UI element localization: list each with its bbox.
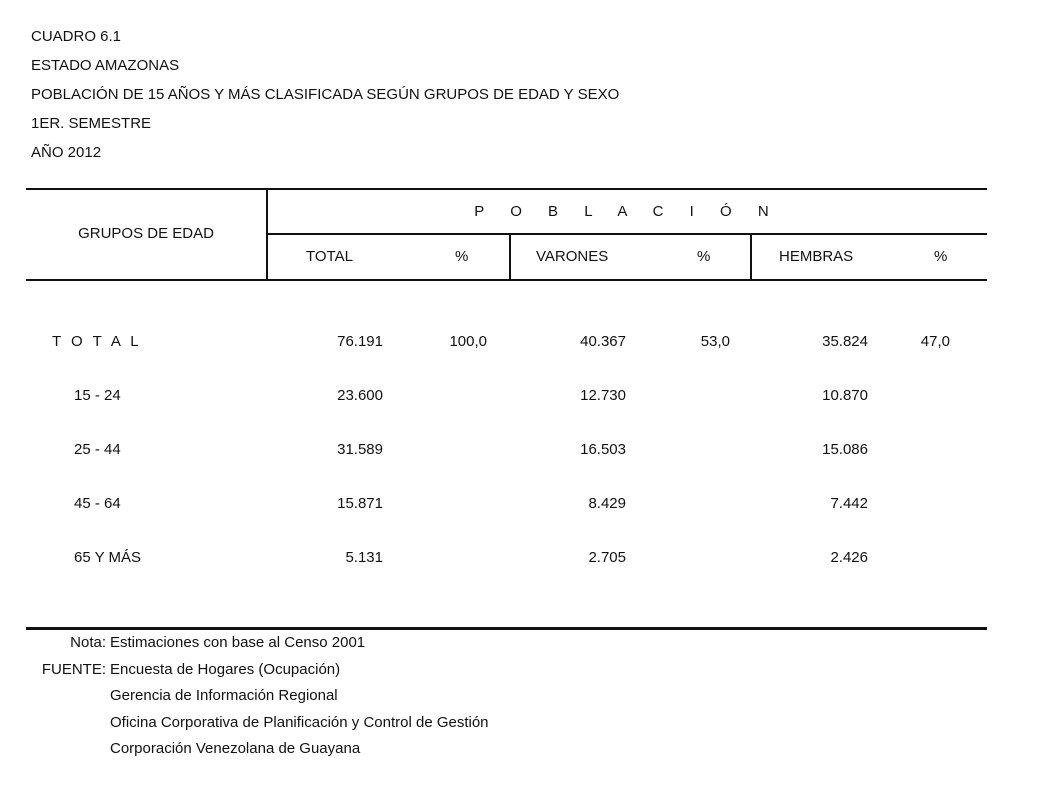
row-label-total: T O T A L: [52, 333, 142, 350]
cell-hembras-pct: 47,0: [920, 333, 950, 350]
fuente-line: Corporación Venezolana de Guayana: [110, 740, 361, 757]
cell-hembras: 35.824: [822, 333, 868, 350]
group-header-rule: [267, 233, 987, 235]
table-title: POBLACIÓN DE 15 AÑOS Y MÁS CLASIFICADA SEGÚN GRUPOS DE EDAD Y SEXO: [31, 86, 620, 103]
varones-hembras-divider: [750, 233, 752, 281]
fuente-line: Oficina Corporativa de Planificación y Control de Gestión: [110, 713, 489, 731]
column-header-rule: [26, 279, 987, 281]
cell-hembras: 2.426: [830, 549, 868, 566]
row-label: 65 Y MÁS: [74, 549, 141, 566]
row-label: 15 - 24: [74, 387, 121, 404]
row-label: 25 - 44: [74, 441, 121, 458]
state-name: ESTADO AMAZONAS: [31, 57, 180, 74]
col-header-varones: VARONES: [536, 248, 609, 265]
title-block: [31, 22, 619, 167]
cell-varones-pct: 53,0: [700, 333, 730, 350]
cell-total: 23.600: [337, 387, 383, 404]
year: AÑO 2012: [31, 144, 102, 161]
cell-total-pct: 100,0: [449, 333, 487, 350]
cell-total: 15.871: [337, 495, 383, 512]
table-number: CUADRO 6.1: [31, 28, 122, 45]
cell-varones: 16.503: [580, 441, 626, 458]
cell-hembras: 7.442: [830, 495, 868, 512]
col-header-total-pct: %: [455, 248, 469, 265]
nota-label: Nota:: [70, 634, 106, 651]
table-top-rule: [26, 188, 987, 190]
col-header-varones-pct: %: [697, 248, 711, 265]
cell-varones: 12.730: [580, 387, 626, 404]
row-header-divider: [266, 188, 268, 281]
cell-varones: 2.705: [588, 549, 626, 566]
cell-total: 76.191: [337, 333, 383, 350]
total-varones-divider: [509, 233, 511, 281]
poblacion-group-header: P O B L A C I Ó N: [474, 203, 780, 220]
fuente-label: FUENTE:: [41, 660, 106, 678]
col-header-hembras-pct: %: [934, 248, 948, 265]
cell-hembras: 10.870: [822, 387, 868, 404]
cell-total: 5.131: [345, 549, 383, 566]
cell-total: 31.589: [337, 441, 383, 458]
nota-text: Estimaciones con base al Censo 2001: [110, 634, 366, 651]
row-label: 45 - 64: [74, 495, 121, 512]
fuente-line: Gerencia de Información Regional: [110, 687, 338, 704]
cell-varones: 8.429: [588, 495, 626, 512]
period: 1ER. SEMESTRE: [31, 115, 152, 132]
row-header-label: GRUPOS DE EDAD: [78, 225, 214, 242]
cell-hembras: 15.086: [822, 441, 868, 458]
fuente-line: Encuesta de Hogares (Ocupación): [110, 660, 341, 678]
col-header-hembras: HEMBRAS: [779, 248, 854, 265]
col-header-total: TOTAL: [306, 248, 353, 265]
cell-varones: 40.367: [580, 333, 626, 350]
